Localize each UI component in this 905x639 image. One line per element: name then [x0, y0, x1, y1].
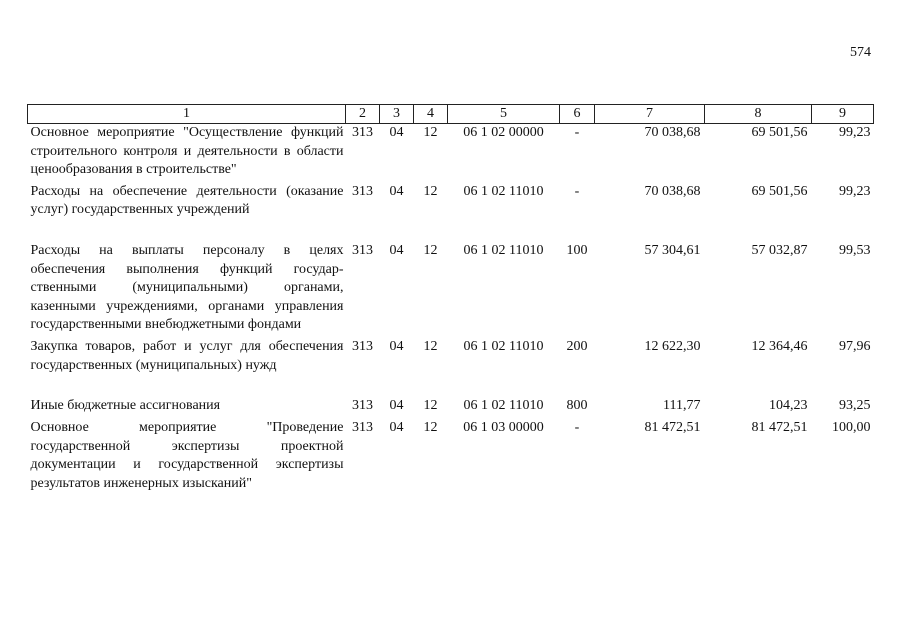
cell-expense-type: - — [574, 419, 580, 435]
cell-actual: 12 364,46 — [751, 339, 808, 355]
table-row — [28, 419, 874, 496]
table-row — [28, 338, 874, 397]
cell-planned: 70 038,68 — [644, 125, 701, 140]
header-row — [28, 105, 874, 124]
cell-planned: 70 038,68 — [644, 183, 701, 199]
cell-target-code: 06 1 02 11010 — [463, 183, 544, 199]
cell-item: 12 — [423, 125, 438, 140]
cell-section: 313 — [352, 125, 373, 140]
cell-expense-type: 800 — [566, 398, 588, 414]
cell-subsection: 04 — [389, 125, 404, 140]
cell-planned: 81 472,51 — [644, 419, 701, 435]
cell-planned: 57 304,61 — [644, 243, 701, 259]
table-row — [28, 124, 874, 183]
cell-section: 313 — [352, 183, 373, 199]
column-header: 7 — [595, 105, 705, 124]
cell-actual: 69 501,56 — [751, 125, 808, 140]
cell-item: 12 — [423, 339, 438, 355]
cell-subsection: 04 — [389, 243, 404, 259]
cell-expense-type: - — [574, 183, 580, 199]
cell-percent: 99,23 — [839, 183, 871, 199]
row-name: Иные бюджетные ассигнования — [30, 398, 221, 414]
cell-section: 313 — [352, 398, 373, 414]
column-header: 9 — [812, 105, 874, 124]
column-header: 3 — [380, 105, 414, 124]
row-name: Основное мероприятие "Осуществление функций строительного контроля и деятельности в области ценообразования в строительстве" — [30, 125, 344, 178]
column-header: 6 — [560, 105, 595, 124]
cell-item: 12 — [423, 398, 438, 414]
cell-expense-type: 100 — [566, 243, 588, 259]
cell-target-code: 06 1 02 11010 — [463, 339, 544, 355]
table-row — [28, 397, 874, 419]
cell-subsection: 04 — [389, 398, 404, 414]
cell-section: 313 — [352, 339, 373, 355]
cell-percent: 93,25 — [839, 398, 871, 414]
cell-target-code: 06 1 03 00000 — [463, 419, 544, 435]
column-header: 5 — [448, 105, 560, 124]
column-header: 4 — [414, 105, 448, 124]
cell-subsection: 04 — [389, 419, 404, 435]
row-name: Основное мероприятие "Проведение государственной экспертизы проектной документации и государственной экспертизы результатов инженерных изысканий" — [30, 419, 344, 491]
cell-actual: 57 032,87 — [751, 243, 808, 259]
cell-percent: 99,53 — [839, 243, 871, 259]
cell-planned: 111,77 — [663, 398, 701, 414]
cell-item: 12 — [423, 243, 438, 259]
row-name: Расходы на обеспечение деятельности (оказание услуг) государственных учреждений — [30, 183, 344, 218]
cell-actual: 69 501,56 — [751, 183, 808, 199]
cell-percent: 99,23 — [839, 125, 871, 140]
budget-table — [27, 104, 874, 496]
cell-actual: 81 472,51 — [751, 419, 808, 435]
cell-section: 313 — [352, 419, 373, 435]
cell-subsection: 04 — [389, 183, 404, 199]
cell-expense-type: - — [574, 125, 580, 140]
cell-percent: 97,96 — [839, 339, 871, 355]
row-name: Закупка товаров, работ и услуг для обеспечения государственных (муниципальных) нужд — [30, 339, 344, 373]
cell-section: 313 — [352, 243, 373, 259]
cell-actual: 104,23 — [769, 398, 808, 414]
page-number: 574 — [850, 45, 871, 60]
table-row — [28, 183, 874, 242]
cell-target-code: 06 1 02 11010 — [463, 398, 544, 414]
cell-item: 12 — [423, 183, 438, 199]
cell-target-code: 06 1 02 11010 — [463, 243, 544, 259]
column-header: 1 — [28, 105, 346, 124]
column-header: 2 — [346, 105, 380, 124]
cell-planned: 12 622,30 — [644, 339, 701, 355]
column-header: 8 — [705, 105, 812, 124]
cell-item: 12 — [423, 419, 438, 435]
cell-target-code: 06 1 02 00000 — [463, 125, 544, 140]
row-name: Расходы на выплаты персоналу в целях обеспечения выполнения функций государ-ственными (муниципальными) органами, казенными учреждениями, органами управления государственными внебюджетными фондами — [30, 243, 344, 333]
cell-percent: 100,00 — [832, 419, 871, 435]
table-row — [28, 242, 874, 338]
cell-subsection: 04 — [389, 339, 404, 355]
cell-expense-type: 200 — [566, 339, 588, 355]
